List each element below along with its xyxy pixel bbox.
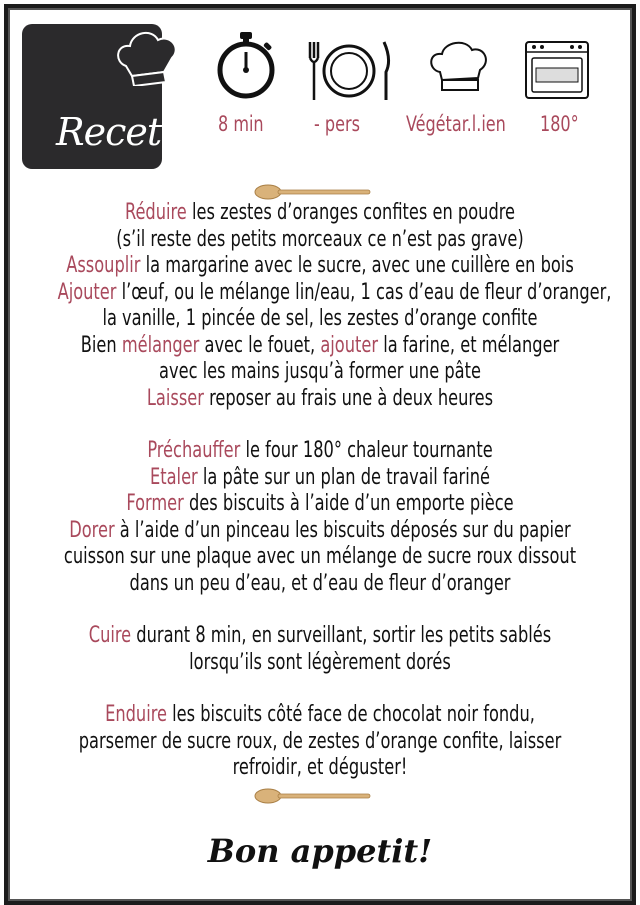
step-line xyxy=(57,279,612,307)
step-text: cuisson sur une plaque avec un mélange de sucre roux dissout xyxy=(63,544,577,569)
step-text: le four 180° chaleur tournante xyxy=(240,438,493,463)
step-keyword: Enduire xyxy=(105,702,167,727)
step-line xyxy=(58,253,583,280)
paragraph-gap xyxy=(0,676,640,702)
step-text: la pâte sur un plan de travail fariné xyxy=(197,464,490,490)
step-line xyxy=(58,571,583,598)
step-text: les biscuits côté face de chocolat noir fondu, xyxy=(166,702,535,727)
step-text: l’œuf, ou le mélange lin/eau, 1 cas d’eau de fleur d’oranger, xyxy=(116,279,612,305)
step-text: Bien xyxy=(80,332,122,358)
step-text: durant 8 min, en surveillant, sortir les petits sablés xyxy=(131,623,552,648)
step-line xyxy=(58,755,583,782)
info-servings: - pers xyxy=(314,112,360,136)
step-text: avec le fouet, xyxy=(199,332,321,358)
step-line xyxy=(58,650,583,677)
step-keyword: mélanger xyxy=(121,332,200,358)
signoff: Bon appetit! xyxy=(207,832,433,870)
step-text: la vanille, 1 pincée de sel, les zestes d’orange confite xyxy=(102,306,538,331)
step-keyword: Réduire xyxy=(124,200,187,225)
chef-hat-icon xyxy=(112,26,182,86)
paragraph-gap xyxy=(0,412,640,438)
step-keyword: Cuire xyxy=(88,623,132,648)
step-text: lorsqu’ils sont légèrement dorés xyxy=(189,649,451,675)
paragraph-gap xyxy=(0,597,640,623)
step-line xyxy=(58,386,583,413)
step-line xyxy=(58,465,583,492)
step-text: parsemer de sucre roux, de zestes d’orange confite, laisser xyxy=(78,728,562,754)
step-text: dans un peu d’eau, et d’eau de fleur d’oranger xyxy=(129,570,511,596)
step-text: (s’il reste des petits morceaux ce n’est pas grave) xyxy=(116,226,524,252)
stopwatch-icon xyxy=(214,30,278,100)
wooden-spoon-icon xyxy=(254,182,374,202)
step-text: la margarine avec le sucre, avec une cuillère en bois xyxy=(140,253,574,278)
chef-hat-outline-icon xyxy=(424,38,494,94)
step-text: la farine, et mélanger xyxy=(378,332,560,358)
step-line xyxy=(58,333,583,360)
step-keyword: Former xyxy=(126,491,184,516)
step-keyword: Ajouter xyxy=(57,279,117,305)
step-line xyxy=(58,702,583,729)
step-line xyxy=(58,306,583,333)
plate-icon xyxy=(306,40,392,102)
step-line xyxy=(58,359,583,386)
step-text: les zestes d’oranges confites en poudre xyxy=(186,200,516,225)
step-keyword: ajouter xyxy=(320,332,379,358)
step-line xyxy=(58,200,583,227)
step-line xyxy=(58,544,583,571)
step-text: des biscuits à l’aide d’un emporte pièce xyxy=(183,491,514,516)
info-temperature: 180° xyxy=(540,112,579,136)
step-text: reposer au frais une à deux heures xyxy=(203,385,494,411)
oven-icon xyxy=(524,40,590,100)
step-keyword: Dorer xyxy=(69,517,115,543)
step-line xyxy=(58,227,583,254)
wooden-spoon-icon xyxy=(254,786,374,806)
badge-label: Recette xyxy=(56,110,197,154)
step-keyword: Préchauffer xyxy=(147,438,241,463)
step-keyword: Etaler xyxy=(150,464,198,490)
recipe-steps xyxy=(0,200,640,782)
step-line xyxy=(58,518,583,545)
step-keyword: Laisser xyxy=(146,385,204,411)
info-time: 8 min xyxy=(218,112,264,136)
step-line xyxy=(58,623,583,650)
step-line xyxy=(58,438,583,465)
step-text: avec les mains jusqu’à former une pâte xyxy=(159,359,481,384)
step-text: à l’aide d’un pinceau les biscuits déposés sur du papier xyxy=(114,517,571,543)
step-keyword: Assouplir xyxy=(66,253,141,278)
step-line xyxy=(58,729,583,756)
info-diet: Végétar.l.ien xyxy=(406,112,506,136)
step-line xyxy=(58,491,583,518)
step-text: refroidir, et déguster! xyxy=(232,755,408,780)
